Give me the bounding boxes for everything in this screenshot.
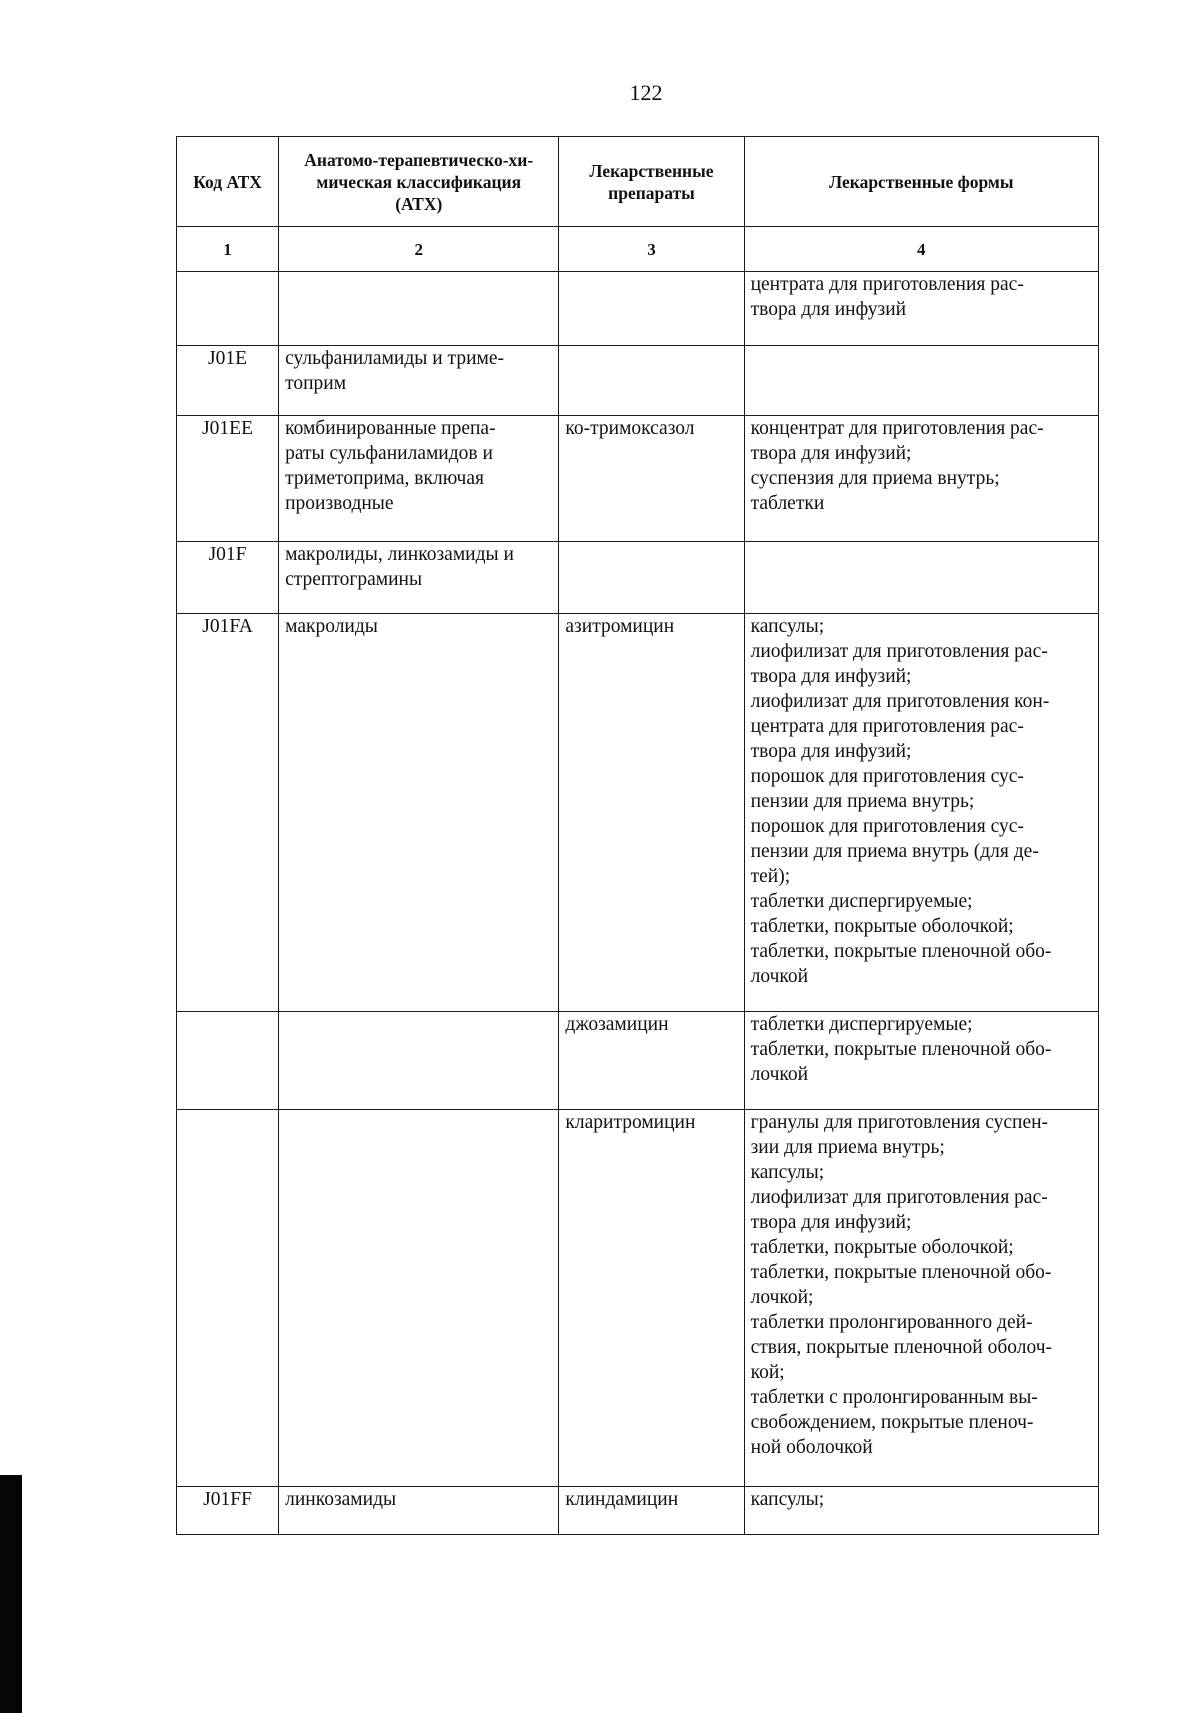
scan-edge-shadow [0,1475,22,1713]
atc-classification-cell [279,1110,559,1487]
atc-classification-line: производные [285,493,394,514]
dosage-form-line: капсулы; [750,616,825,637]
atc-code-cell: J01F [177,542,279,614]
dosage-form-line: гранулы для приготовления суспен- [750,1112,1049,1133]
table-body [177,272,1099,1535]
dosage-forms-cell [744,272,1098,346]
table-row [177,1487,1099,1535]
drug-name-cell: клиндамицин [559,1487,744,1535]
dosage-form-line: свобождением, покрытые пленоч- [750,1412,1034,1433]
dosage-form-line: зии для приема внутрь; [750,1137,945,1158]
column-number: 2 [279,227,559,272]
dosage-forms-cell [744,346,1098,416]
dosage-form-line: таблетки диспергируемые; [750,891,973,912]
column-number-row [177,227,1099,272]
atc-classification-cell [279,1012,559,1110]
dosage-form-line: таблетки, покрытые оболочкой; [750,916,1014,937]
dosage-forms-cell [744,542,1098,614]
atc-code-cell: J01FF [177,1487,279,1535]
atc-classification-line: сульфаниламиды и триме- [285,348,504,369]
dosage-form-line: таблетки, покрытые пленочной обо- [750,941,1052,962]
dosage-form-line: ствия, покрытые пленочной оболоч- [750,1337,1053,1358]
drug-name-cell: ко-тримоксазол [559,416,744,542]
column-number: 3 [559,227,744,272]
header-atc-line: (АТХ) [395,193,443,214]
dosage-forms-cell [744,1012,1098,1110]
dosage-form-line: капсулы; [750,1162,825,1183]
atc-classification-cell [279,542,559,614]
atc-classification-cell [279,346,559,416]
dosage-form-line: твора для инфузий [750,299,907,320]
atc-code-cell [177,1110,279,1487]
dosage-form-line: твора для инфузий; [750,741,912,762]
atc-classification-line: стрептограмины [285,569,423,590]
header-drugs [559,137,744,227]
dosage-form-line: концентрат для приготовления рас- [750,418,1044,439]
header-atc-classification [279,137,559,227]
table-row [177,346,1099,416]
atc-classification-line: топрим [285,373,347,394]
table-row [177,542,1099,614]
dosage-form-line: лиофилизат для приготовления рас- [750,1187,1048,1208]
dosage-form-line: центрата для приготовления рас- [750,716,1024,737]
drug-name-cell: джозамицин [559,1012,744,1110]
dosage-form-line: порошок для приготовления сус- [750,766,1024,787]
drug-name-cell: азитромицин [559,614,744,1012]
header-drugs-line: Лекарственные [589,160,714,181]
drug-name-cell [559,346,744,416]
header-drugs-line: препараты [608,182,695,203]
table-row [177,1110,1099,1487]
atc-classification-line: макролиды [285,616,378,637]
drug-name-cell [559,272,744,346]
dosage-form-line: таблетки, покрытые пленочной обо- [750,1262,1052,1283]
dosage-form-line: центрата для приготовления рас- [750,274,1024,295]
dosage-forms-cell [744,1487,1098,1535]
atc-code-cell [177,272,279,346]
atc-classification-line: триметоприма, включая [285,468,484,489]
dosage-form-line: лиофилизат для приготовления кон- [750,691,1050,712]
atc-classification-cell [279,272,559,346]
atc-code-cell [177,1012,279,1110]
dosage-form-line: таблетки с пролонгированным вы- [750,1387,1038,1408]
dosage-form-line: капсулы; [750,1489,825,1510]
dosage-form-line: порошок для приготовления сус- [750,816,1024,837]
dosage-form-line: пензии для приема внутрь; [750,791,975,812]
atc-code-cell: J01FA [177,614,279,1012]
dosage-form-line: ной оболочкой [750,1437,873,1458]
column-number: 4 [744,227,1098,272]
dosage-form-line: таблетки, покрытые оболочкой; [750,1237,1014,1258]
dosage-form-line: суспензия для приема внутрь; [750,468,1000,489]
atc-classification-cell [279,416,559,542]
dosage-forms-cell [744,416,1098,542]
atc-classification-line: раты сульфаниламидов и [285,443,493,464]
table-row [177,272,1099,346]
dosage-form-line: таблетки [750,493,825,514]
atc-classification-cell [279,1487,559,1535]
table-row [177,416,1099,542]
atc-code-cell: J01E [177,346,279,416]
dosage-form-line: лочкой [750,1064,809,1085]
dosage-form-line: твора для инфузий; [750,443,912,464]
dosage-forms-cell [744,614,1098,1012]
atc-classification-line: комбинированные препа- [285,418,496,439]
dosage-form-line: таблетки, покрытые пленочной обо- [750,1039,1052,1060]
header-dosage-forms: Лекарственные формы [744,137,1098,227]
dosage-form-line: таблетки диспергируемые; [750,1014,973,1035]
atc-classification-line: макролиды, линкозамиды и [285,544,514,565]
atc-classification-table [176,136,1099,1535]
table-row [177,614,1099,1012]
dosage-form-line: лочкой; [750,1287,814,1308]
header-atc-line: мическая классификация [316,171,522,192]
column-number: 1 [177,227,279,272]
atc-code-cell: J01EE [177,416,279,542]
table-row [177,1012,1099,1110]
atc-classification-cell [279,614,559,1012]
atc-classification-line: линкозамиды [285,1489,397,1510]
header-code: Код АТХ [177,137,279,227]
dosage-form-line: таблетки пролонгированного дей- [750,1312,1033,1333]
page-number: 122 [629,80,663,105]
dosage-forms-cell [744,1110,1098,1487]
header-atc-line: Анатомо-терапевтическо-хи- [304,149,534,170]
dosage-form-line: твора для инфузий; [750,666,912,687]
dosage-form-line: тей); [750,866,791,887]
dosage-form-line: твора для инфузий; [750,1212,912,1233]
drug-name-cell [559,542,744,614]
dosage-form-line: лиофилизат для приготовления рас- [750,641,1048,662]
drug-name-cell: кларитромицин [559,1110,744,1487]
header-row [177,137,1099,227]
dosage-form-line: кой; [750,1362,785,1383]
dosage-form-line: лочкой [750,966,809,987]
dosage-form-line: пензии для приема внутрь (для де- [750,841,1039,862]
